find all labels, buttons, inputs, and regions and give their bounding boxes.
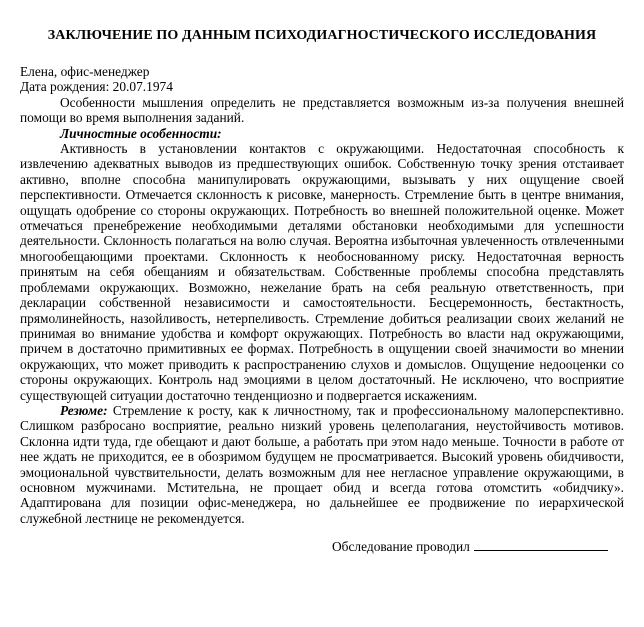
resume-label: Резюме:: [60, 402, 108, 418]
personality-paragraph: Активность в установлении контактов с окружающими. Недостаточная способность к извлечению адекватных выводов из предшествующих ошибок. Собственную точку зрения отстаивает активно, вполне способна манипулировать окружающими, вызывать у них ощущение своей перспективности. Отмечается склонность к рисовке, манерность. Стремление быть в центре внимания, ощущать одобрение со стороны окружающих. Потребность во внешней положительной оценке. Может отмечаться пренебрежение необходимыми деталями обстановки необходимыми для успешности деятельности. Склонность полагаться на волю случая. Вероятна избыточная увлеченность отвлеченными многообещающими проектами. Склонность к необоснованному риску. Недостаточная верность принятым на себя обещаниям и обязательствам. Собственные проблемы способна представлять проблемами окружающих. Возможно, нежелание брать на себя реальную ответственность, при декларации собственной независимости и самостоятельности. Бесцеремонность, бестактность, прямолинейность, назойливость, нетерпеливость. Стремление добиться реализации своих желаний не принимая во внимание удобства и комфорт окружающих. Потребность во власти над окружающими, причем в достаточно примитивных ее формах. Потребность в ощущении своей значимости во мнении окружающих, что может приводить к распространению слухов и домыслов. Ощущение недооценки со стороны окружающих. Контроль над эмоциями в целом достаточный. Не исключено, что восприятие существующей ситуации достаточно тенденциозно и подвергается искажениям.: [20, 141, 624, 403]
resume-text: Стремление к росту, как к личностному, так и профессиональному малоперспективно. Слишком разбросано восприятие, реально низкий уровень целеполагания, неустойчивость мотивов. Склонна идти туда, где обещают и дают больше, а работать при этом надо меньше. Точности в работе от нее ждать не приходится, ее в обозримом будущем не просматривается. Высокий уровень обидчивости, эмоциональной чувствительности, делать возможным для нее негласное управление окружающими, в основном мужчинами. Мстительна, не прощает обид и всегда готова отомстить «обидчику». Адаптирована для позиции офис-менеджера, но дальнейшее ее продвижение по иерархической служебной лестнице не рекомендуется.: [20, 402, 624, 526]
document-title: ЗАКЛЮЧЕНИЕ ПО ДАННЫМ ПСИХОДИАГНОСТИЧЕСКОГО ИССЛЕДОВАНИЯ: [47, 28, 597, 43]
signature-line: [474, 538, 608, 551]
personality-heading: Личностные особенности:: [60, 125, 222, 141]
signature-block: [20, 538, 624, 554]
resume-paragraph: [20, 403, 624, 526]
subject-line: Елена, офис-менеджер: [20, 64, 150, 79]
signature-label: Обследование проводил: [332, 539, 470, 555]
thinking-paragraph: Особенности мышления определить не представляется возможным из-за получения внешней помощи во время выполнения заданий.: [20, 94, 624, 126]
birth-date-line: Дата рождения: 20.07.1974: [20, 79, 173, 95]
